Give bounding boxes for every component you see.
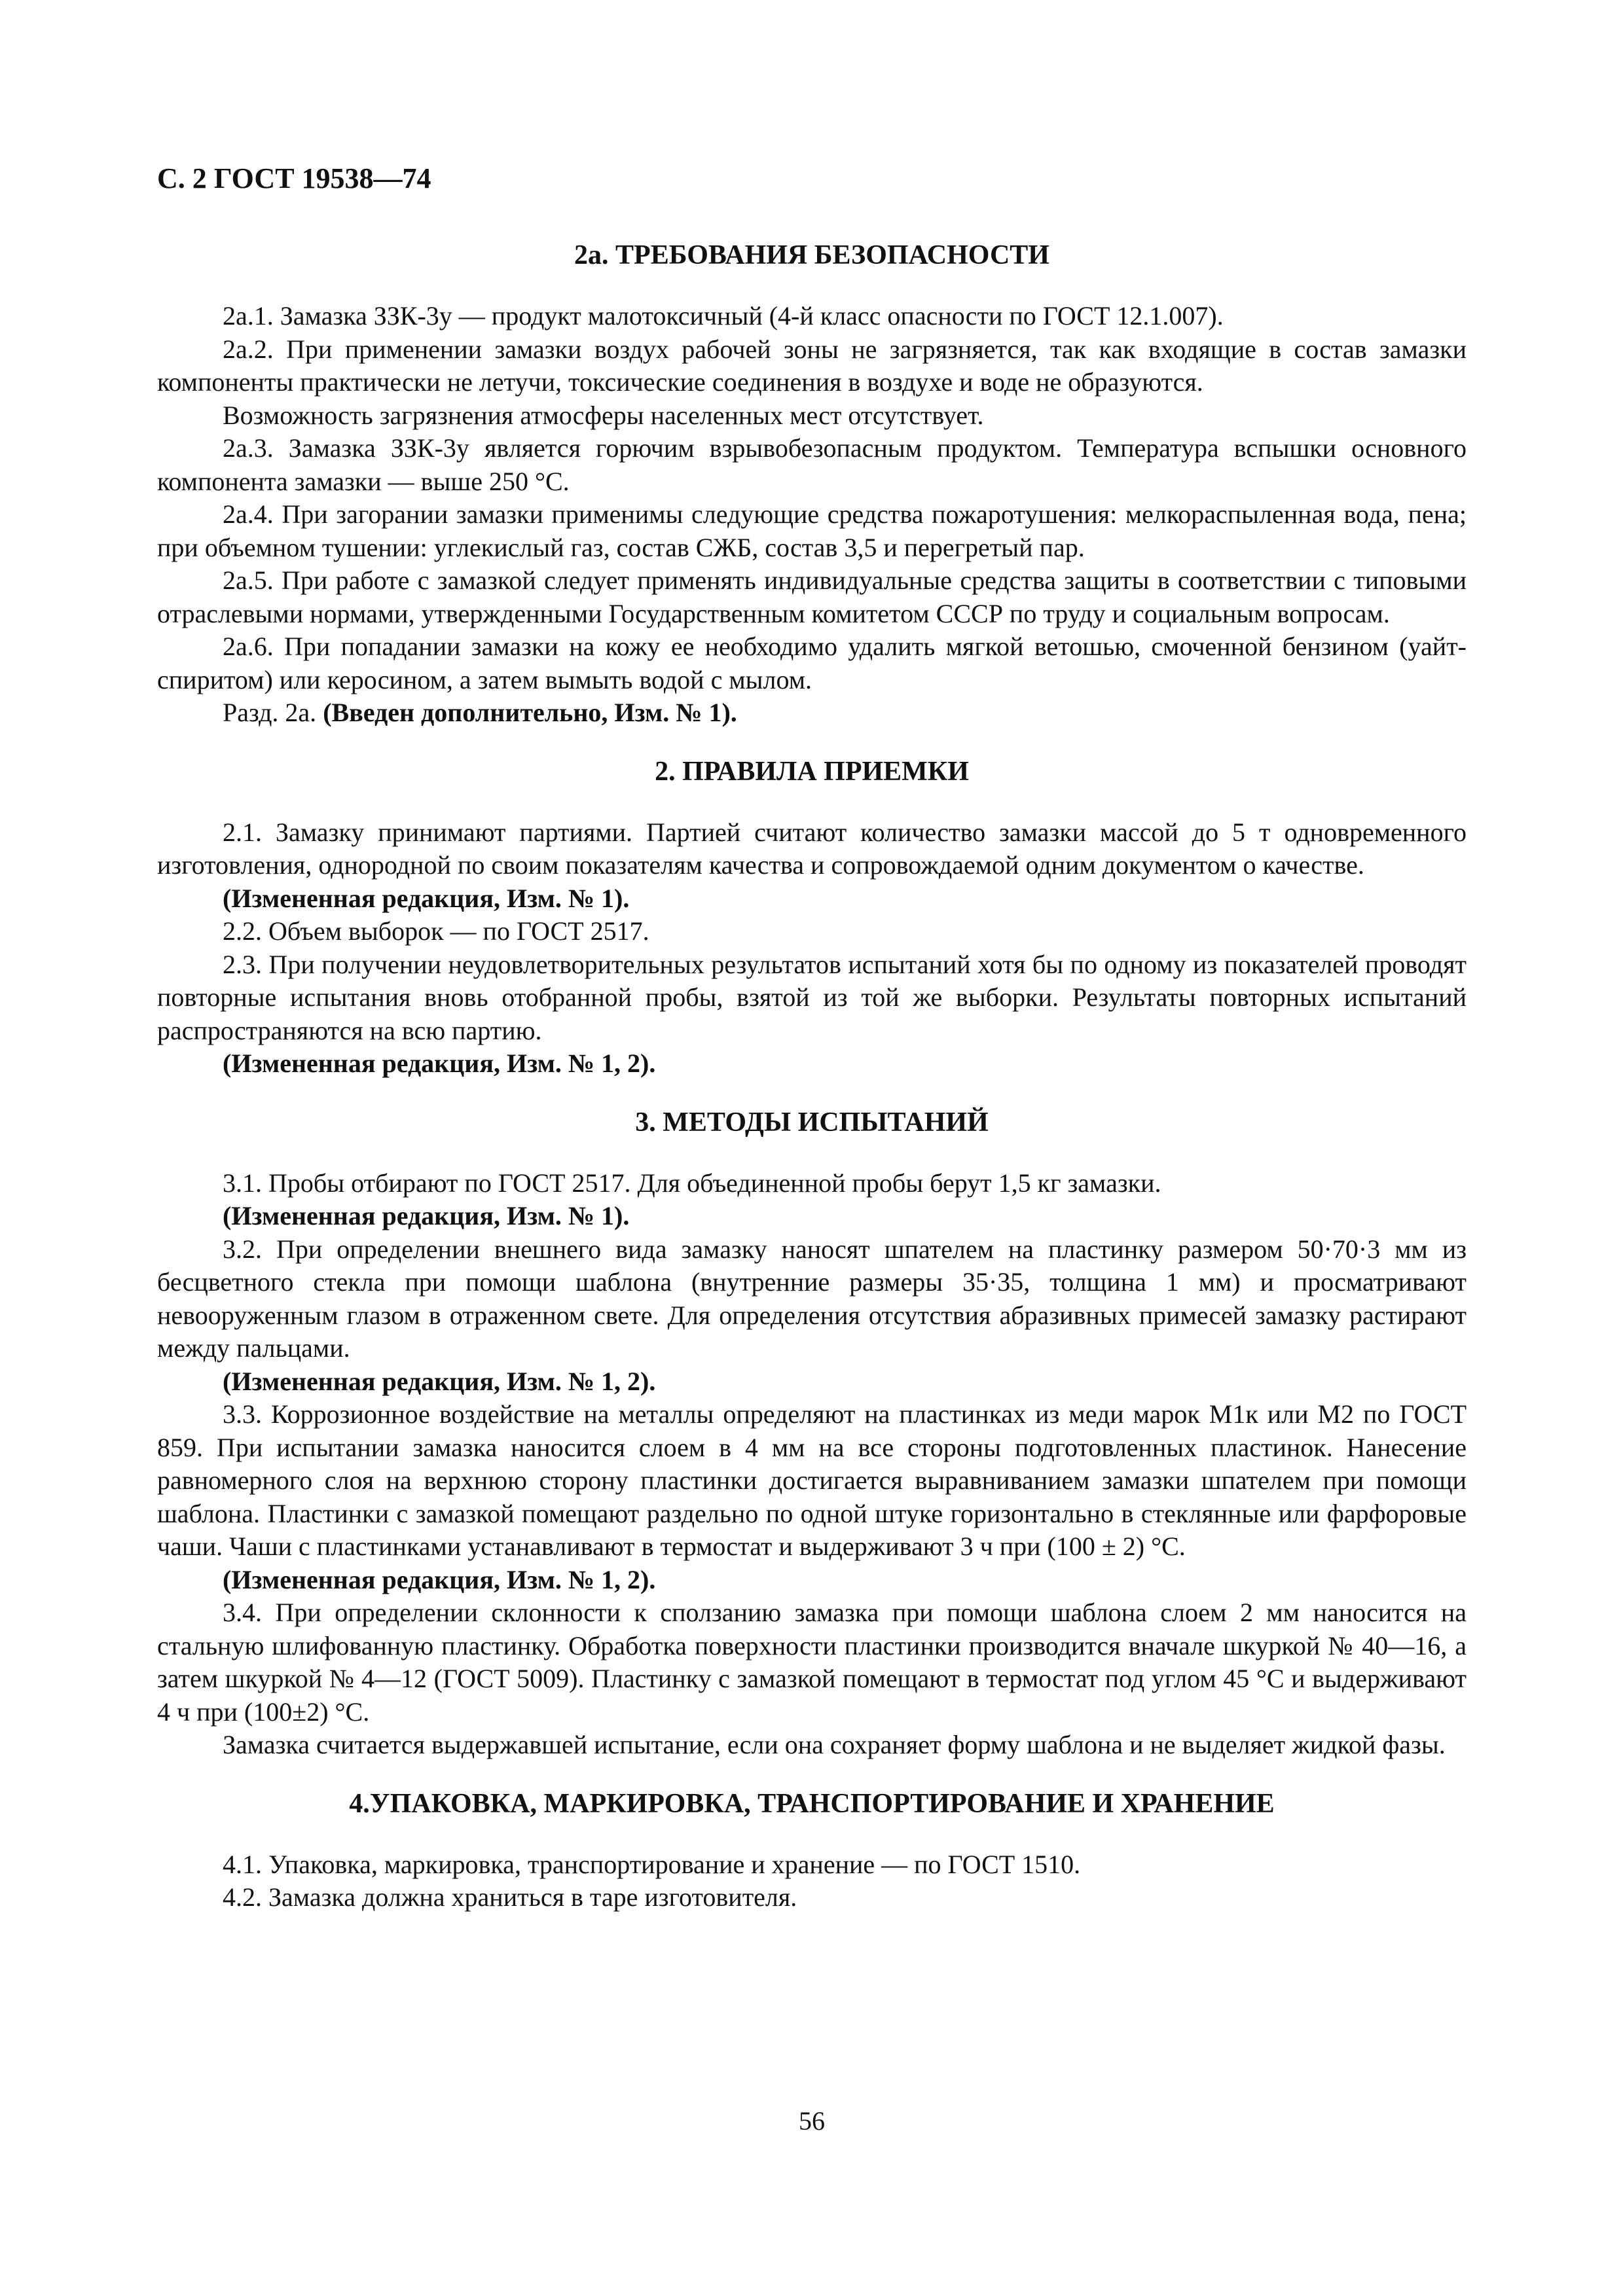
paragraph-2a-3: 2а.3. Замазка ЗЗК-3у является горючим взрывобезопасным продуктом. Температура вспышки основного компонента замазки — выше 250 °С. (157, 433, 1467, 496)
paragraph-2a-1: 2а.1. Замазка ЗЗК-3у — продукт малотоксичный (4-й класс опасности по ГОСТ 12.1.007). (223, 301, 1224, 331)
paragraph-2-1: 2.1. Замазку принимают партиями. Партией считают количество замазки массой до 5 т одновременного изготовления, однородной по своим показателям качества и сопровождаемой одним документом о качестве. (157, 817, 1467, 880)
section-2a-title: 2а. ТРЕБОВАНИЯ БЕЗОПАСНОСТИ (574, 240, 1049, 270)
paragraph-3-5: Замазка считается выдержавшей испытание, если она сохраняет форму шаблона и не выделяет жидкой фазы. (223, 1730, 1446, 1759)
paragraph-2-3: 2.3. При получении неудовлетворительных результатов испытаний хотя бы по одному из показателей проводят повторные испытания вновь отобранной пробы, взятой из той же выборки. Результаты повторных испытаний распространяются на всю партию. (157, 949, 1467, 1045)
paragraph-2a-4: 2а.4. При загорании замазки применимы следующие средства пожаротушения: мелкораспыленная вода, пена; при объемном тушении: углекислый газ, состав СЖБ, состав 3,5 и перегретый пар. (157, 499, 1467, 562)
paragraph-3-2: 3.2. При определении внешнего вида замазку наносят шпателем на пластинку размером 50·70·3 мм из бесцветного стекла при помощи шаблона (внутренние размеры 35·35, толщина 1 мм) и просматривают невооруженным глазом в отраженном свете. Для определения отсутствия абразивных примесей замазку растирают между пальцами. (157, 1234, 1467, 1363)
section-3-title: 3. МЕТОДЫ ИСПЫТАНИЙ (635, 1107, 989, 1138)
amendment-note: (Измененная редакция, Изм. № 1, 2). (223, 1366, 656, 1396)
running-header: С. 2 ГОСТ 19538—74 (157, 162, 431, 194)
amendment-note: (Измененная редакция, Изм. № 1, 2). (223, 1049, 656, 1078)
paragraph-3-1: 3.1. Пробы отбирают по ГОСТ 2517. Для объединенной пробы берут 1,5 кг замазки. (223, 1168, 1161, 1198)
section-2a-note-prefix: Разд. 2а. (223, 698, 323, 727)
paragraph-2a-6: 2а.6. При попадании замазки на кожу ее необходимо удалить мягкой ветошью, смоченной бензином (уайт-спиритом) или керосином, а затем вымыть водой с мылом. (157, 632, 1467, 694)
paragraph-3-3: 3.3. Коррозионное воздействие на металлы определяют на пластинках из меди марок М1к или М2 по ГОСТ 859. При испытании замазка наносится слоем в 4 мм на все стороны подготовленных пластинок. Нанесение равномерного слоя на верхнюю сторону пластинки достигается выравниванием замазки шпателем при помощи шаблона. Пластинки с замазкой помещают раздельно по одной штуке горизонтально в стеклянные или фарфоровые чаши. Чаши с пластинками устанавливают в термостат и выдерживают 3 ч при (100 ± 2) °С. (157, 1399, 1467, 1561)
paragraph-4-2: 4.2. Замазка должна храниться в таре изготовителя. (223, 1882, 797, 1912)
paragraph-2a-2-cont: Возможность загрязнения атмосферы населенных мест отсутствует. (223, 400, 984, 430)
section-2a-note (157, 696, 1467, 730)
document-body (157, 236, 1467, 1914)
section-4-title: 4.УПАКОВКА, МАРКИРОВКА, ТРАНСПОРТИРОВАНИЕ И ХРАНЕНИЕ (349, 1788, 1275, 1819)
document-page (157, 0, 1467, 2296)
paragraph-2-2: 2.2. Объем выборок — по ГОСТ 2517. (223, 916, 649, 946)
page-number: 56 (799, 2106, 825, 2136)
section-2a-note-amendment: (Введен дополнительно, Изм. № 1). (323, 698, 737, 727)
section-2-title: 2. ПРАВИЛА ПРИЕМКИ (655, 756, 969, 787)
paragraph-3-4: 3.4. При определении склонности к сползанию замазка при помощи шаблона слоем 2 мм наносится на стальную шлифованную пластинку. Обработка поверхности пластинки производится вначале шкуркой № 40—16, а затем шкуркой № 4—12 (ГОСТ 5009). Пластинку с замазкой помещают в термостат под углом 45 °С и выдерживают 4 ч при (100±2) °С. (157, 1598, 1467, 1727)
amendment-note: (Измененная редакция, Изм. № 1). (223, 883, 630, 913)
paragraph-2a-2: 2а.2. При применении замазки воздух рабочей зоны не загрязняется, так как входящие в состав замазки компоненты практически не летучи, токсические соединения в воздухе и воде не образуются. (157, 334, 1467, 397)
amendment-note: (Измененная редакция, Изм. № 1). (223, 1201, 630, 1230)
amendment-note: (Измененная редакция, Изм. № 1, 2). (223, 1564, 656, 1594)
paragraph-4-1: 4.1. Упаковка, маркировка, транспортирование и хранение — по ГОСТ 1510. (223, 1849, 1081, 1879)
paragraph-2a-5: 2а.5. При работе с замазкой следует применять индивидуальные средства защиты в соответствии с типовыми отраслевыми нормами, утвержденными Государственным комитетом СССР по труду и социальным вопросам. (157, 565, 1467, 628)
